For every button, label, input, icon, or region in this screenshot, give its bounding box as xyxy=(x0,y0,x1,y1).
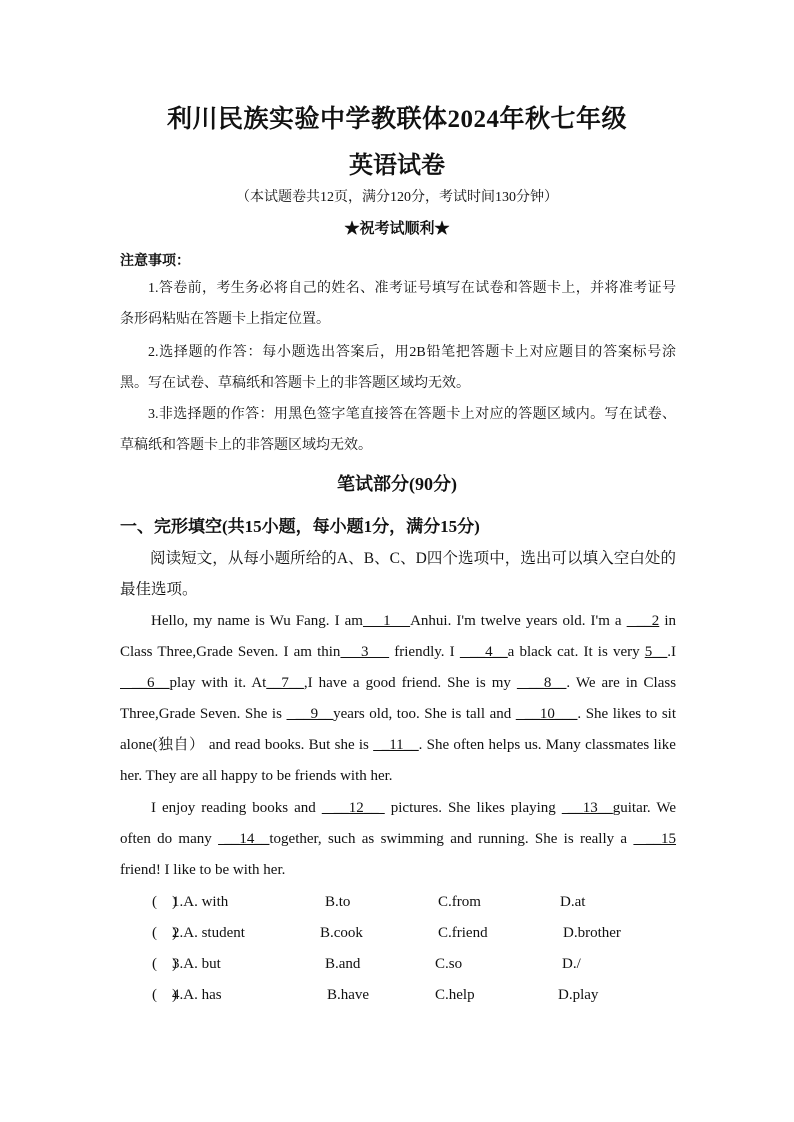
option-b: B.have xyxy=(327,987,370,1003)
blank-4: __4__ xyxy=(459,644,508,660)
passage-text: .I xyxy=(667,644,677,660)
blank-11: _11__ xyxy=(373,737,419,753)
passage-text: in Class Three,Grade Seven. I am thin xyxy=(120,613,676,660)
passage-text: years old, too. She is tall and xyxy=(333,706,516,722)
options-list xyxy=(120,887,676,1011)
blank-13: __13__ xyxy=(561,800,613,816)
passage-text: I enjoy reading books and xyxy=(151,800,322,816)
passage-text: Hello, my name is Wu Fang. I am xyxy=(151,613,363,629)
blank-1: 1 xyxy=(362,613,411,629)
answer-paren[interactable]: ( ) xyxy=(152,987,177,1003)
exam-info: （本试题卷共12页，满分120分，考试时间130分钟） xyxy=(236,190,558,205)
blank-3: 3 xyxy=(340,644,390,660)
option-d: D./ xyxy=(562,956,581,972)
passage-paragraph-1 xyxy=(120,606,676,792)
note-item-1: 1.答卷前，考生务必将自己的姓名、准考证号填写在试卷和答题卡上，并将准考证号条形码粘贴在答题卡上指定位置。 xyxy=(120,281,676,327)
blank-2: __2 xyxy=(626,613,660,629)
passage-text: ,I have a good friend. She is my xyxy=(303,675,517,691)
option-b: B.to xyxy=(325,894,351,910)
passage-text: friend! I like to be with her. xyxy=(120,862,286,878)
blank-6: __6__ xyxy=(120,675,170,691)
blank-9: __9__ xyxy=(286,706,334,722)
blank-7: __7__ xyxy=(266,675,304,691)
instruction: 阅读短文，从每小题所给的A、B、C、D四个选项中，选出可以填入空白处的最佳选项。 xyxy=(120,550,676,598)
note-item-3: 3.非选择题的作答：用黑色签字笔直接答在答题卡上对应的答题区域内。写在试卷、草稿纸和答题卡上的非答题区域均无效。 xyxy=(120,407,676,453)
question-row-4 xyxy=(120,980,676,1011)
blank-8: __8__ xyxy=(516,675,567,691)
passage-text: together, such as swimming and running. She is really a xyxy=(269,831,634,847)
option-a: 2.A. student xyxy=(172,925,245,941)
option-a: 1.A. with xyxy=(172,894,229,910)
passage-text: pictures. She likes playing xyxy=(384,800,562,816)
blank-12: __12__ xyxy=(321,800,385,816)
option-c: C.from xyxy=(438,894,481,910)
exam-subject-title: 英语试卷 xyxy=(349,153,445,179)
section-title: 笔试部分(90分) xyxy=(337,474,457,494)
passage-paragraph-2 xyxy=(120,793,676,886)
option-a: 3.A. but xyxy=(172,956,221,972)
question-row-1 xyxy=(120,887,676,918)
option-c: C.so xyxy=(435,956,463,972)
part-heading: 一、完形填空(共15小题，每小题1分，满分15分) xyxy=(120,517,480,536)
passage-text: Anhui. I'm twelve years old. I'm a xyxy=(410,613,627,629)
exam-title: 利川民族实验中学教联体2024年秋七年级 xyxy=(166,106,627,133)
option-d: D.at xyxy=(560,894,586,910)
passage-text: guitar. We often do many xyxy=(120,800,677,847)
answer-paren[interactable]: ( ) xyxy=(152,894,177,910)
note-item-2: 2.选择题的作答：每小题选出答案后，用2B铅笔把答题卡上对应题目的答案标号涂黑。写在试卷、草稿纸和答题卡上的非答题区域均无效。 xyxy=(120,345,676,391)
passage-text: a black cat. It is very xyxy=(507,644,645,660)
blank-10: __10___ xyxy=(515,706,578,722)
question-row-3 xyxy=(120,949,676,980)
answer-paren[interactable]: ( ) xyxy=(152,925,177,941)
notes-heading: 注意事项： xyxy=(120,254,190,269)
passage-text: . She often helps us. Many classmates like her. They are all happy to be friends with her. xyxy=(120,737,676,784)
blank-14: __14__ xyxy=(218,831,270,847)
good-luck-wish: ★祝考试顺利★ xyxy=(344,221,450,237)
cloze-passage xyxy=(120,606,676,792)
answer-paren[interactable]: ( ) xyxy=(152,956,177,972)
passage-text: . We are in Class Three,Grade Seven. She is xyxy=(120,675,677,722)
option-c: C.friend xyxy=(438,925,488,941)
passage-text: play with it. At xyxy=(169,675,267,691)
option-a: 4.A. has xyxy=(172,987,222,1003)
blank-5: 5__ xyxy=(644,644,668,660)
option-c: C.help xyxy=(435,987,475,1003)
option-b: B.and xyxy=(325,956,361,972)
option-d: D.play xyxy=(558,987,599,1003)
blank-15: __15 xyxy=(633,831,677,847)
question-row-2 xyxy=(120,918,676,949)
option-b: B.cook xyxy=(320,925,363,941)
option-d: D.brother xyxy=(563,925,621,941)
cloze-passage-continued xyxy=(120,793,676,886)
passage-text: . She likes to sit alone(独自） and read books. But she is xyxy=(120,706,677,753)
passage-text: friendly. I xyxy=(389,644,460,660)
